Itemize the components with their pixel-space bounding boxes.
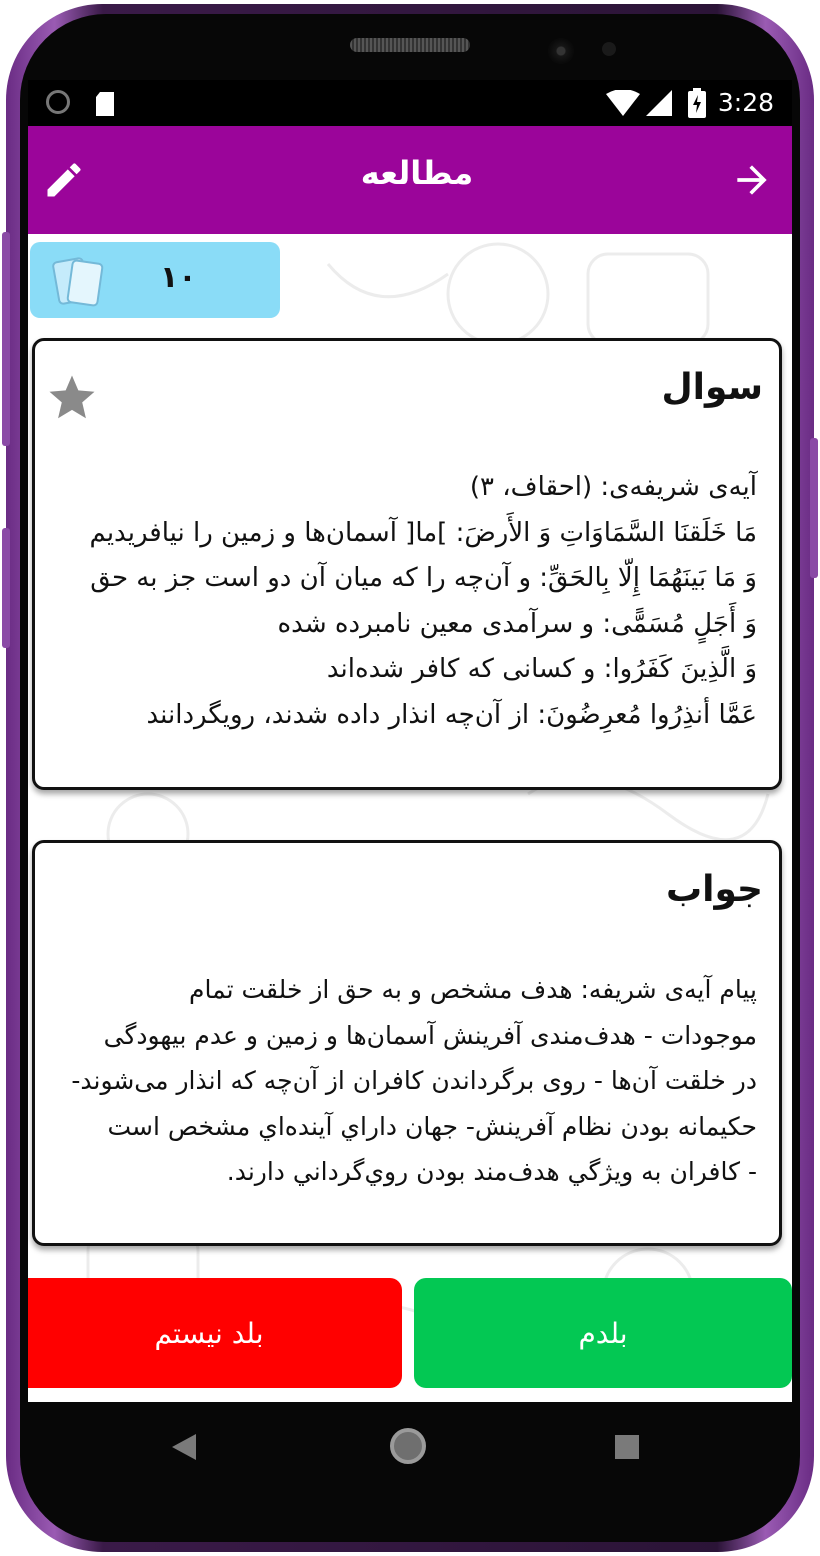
answer-line: موجودات - هدف‌مندی آفرینش آسمان‌ها و زمین و عدم بیهودگی — [103, 1020, 757, 1050]
question-card — [32, 338, 782, 790]
question-line: وَ مَا بَینَهُمَا إِلّا بِالحَقِّ: و آن‌چه را که میان آن دو است جز به حق — [90, 563, 757, 593]
answer-card — [32, 840, 782, 1246]
triangle-back-icon — [170, 1432, 198, 1462]
battery-charging-icon — [688, 88, 706, 122]
arrow-right-icon — [730, 158, 774, 202]
question-line: وَ الَّذِینَ کَفَرُوا: و کسانی که کافر شده‌اند — [326, 654, 757, 684]
dont-know-button[interactable]: بلد نیستم — [28, 1278, 402, 1388]
card-counter — [30, 242, 280, 318]
bixby-button — [2, 528, 10, 648]
wifi-icon — [606, 90, 640, 120]
card-count: ۱۰ — [160, 260, 197, 295]
know-button[interactable]: بلدم — [414, 1278, 792, 1388]
square-recents-icon — [614, 1434, 640, 1460]
question-line: وَ أَجَلٍ مُسَمًّی: و سرآمدی معین نامبرده شده — [277, 608, 757, 639]
star-icon — [45, 371, 99, 425]
cards-icon — [52, 254, 108, 314]
earpiece-speaker — [350, 38, 470, 52]
answer-line: پیام آیه‌ی شریفه: هدف مشخص و به حق از خلقت تمام — [189, 975, 757, 1004]
app-bar — [28, 126, 792, 234]
question-line: آیه‌ی شریفه‌ی: (احقاف، ۳) — [469, 472, 757, 502]
back-button[interactable] — [730, 158, 774, 202]
nav-home-button[interactable] — [388, 1426, 428, 1470]
nav-back-button[interactable] — [170, 1432, 198, 1466]
answer-title: جواب — [665, 869, 763, 910]
power-button — [810, 438, 818, 578]
loading-icon — [46, 90, 70, 114]
circle-home-icon — [388, 1426, 428, 1466]
nav-recents-button[interactable] — [614, 1434, 640, 1464]
favorite-button[interactable] — [45, 371, 99, 425]
proximity-sensor — [602, 42, 616, 56]
question-title: سوال — [661, 367, 763, 408]
question-text — [51, 465, 757, 738]
answer-line: - کافران به ويژگي هدف‌مند بودن روي‌گرداني دارند. — [226, 1157, 757, 1186]
answer-text — [51, 967, 757, 1195]
question-line: مَا خَلَقنَا السَّمَاوَاتِ وَ الأَرضَ: ]ما[ آسمان‌ها و زمین را نیافریدیم — [89, 517, 757, 548]
front-camera — [548, 38, 574, 64]
answer-line: در خلقت آن‌ها - روی برگرداندن کافران از آن‌چه که انذار می‌شوند- — [71, 1066, 757, 1095]
status-time: 3:28 — [717, 88, 774, 117]
status-bar — [28, 80, 792, 126]
page-title: مطالعه — [360, 154, 474, 192]
answer-line: حکیمانه بودن نظام آفرینش- جهان داراي آينده‌اي مشخص است — [107, 1111, 757, 1141]
question-line: عَمَّا أنذِرُوا مُعرِضُونَ: از آن‌چه انذار داده شدند، رویگردانند — [146, 699, 757, 730]
app-screen — [28, 80, 792, 1402]
volume-button — [2, 232, 10, 446]
sd-card-icon — [94, 92, 116, 120]
navigation-bar — [28, 1402, 792, 1494]
signal-icon — [646, 90, 672, 120]
